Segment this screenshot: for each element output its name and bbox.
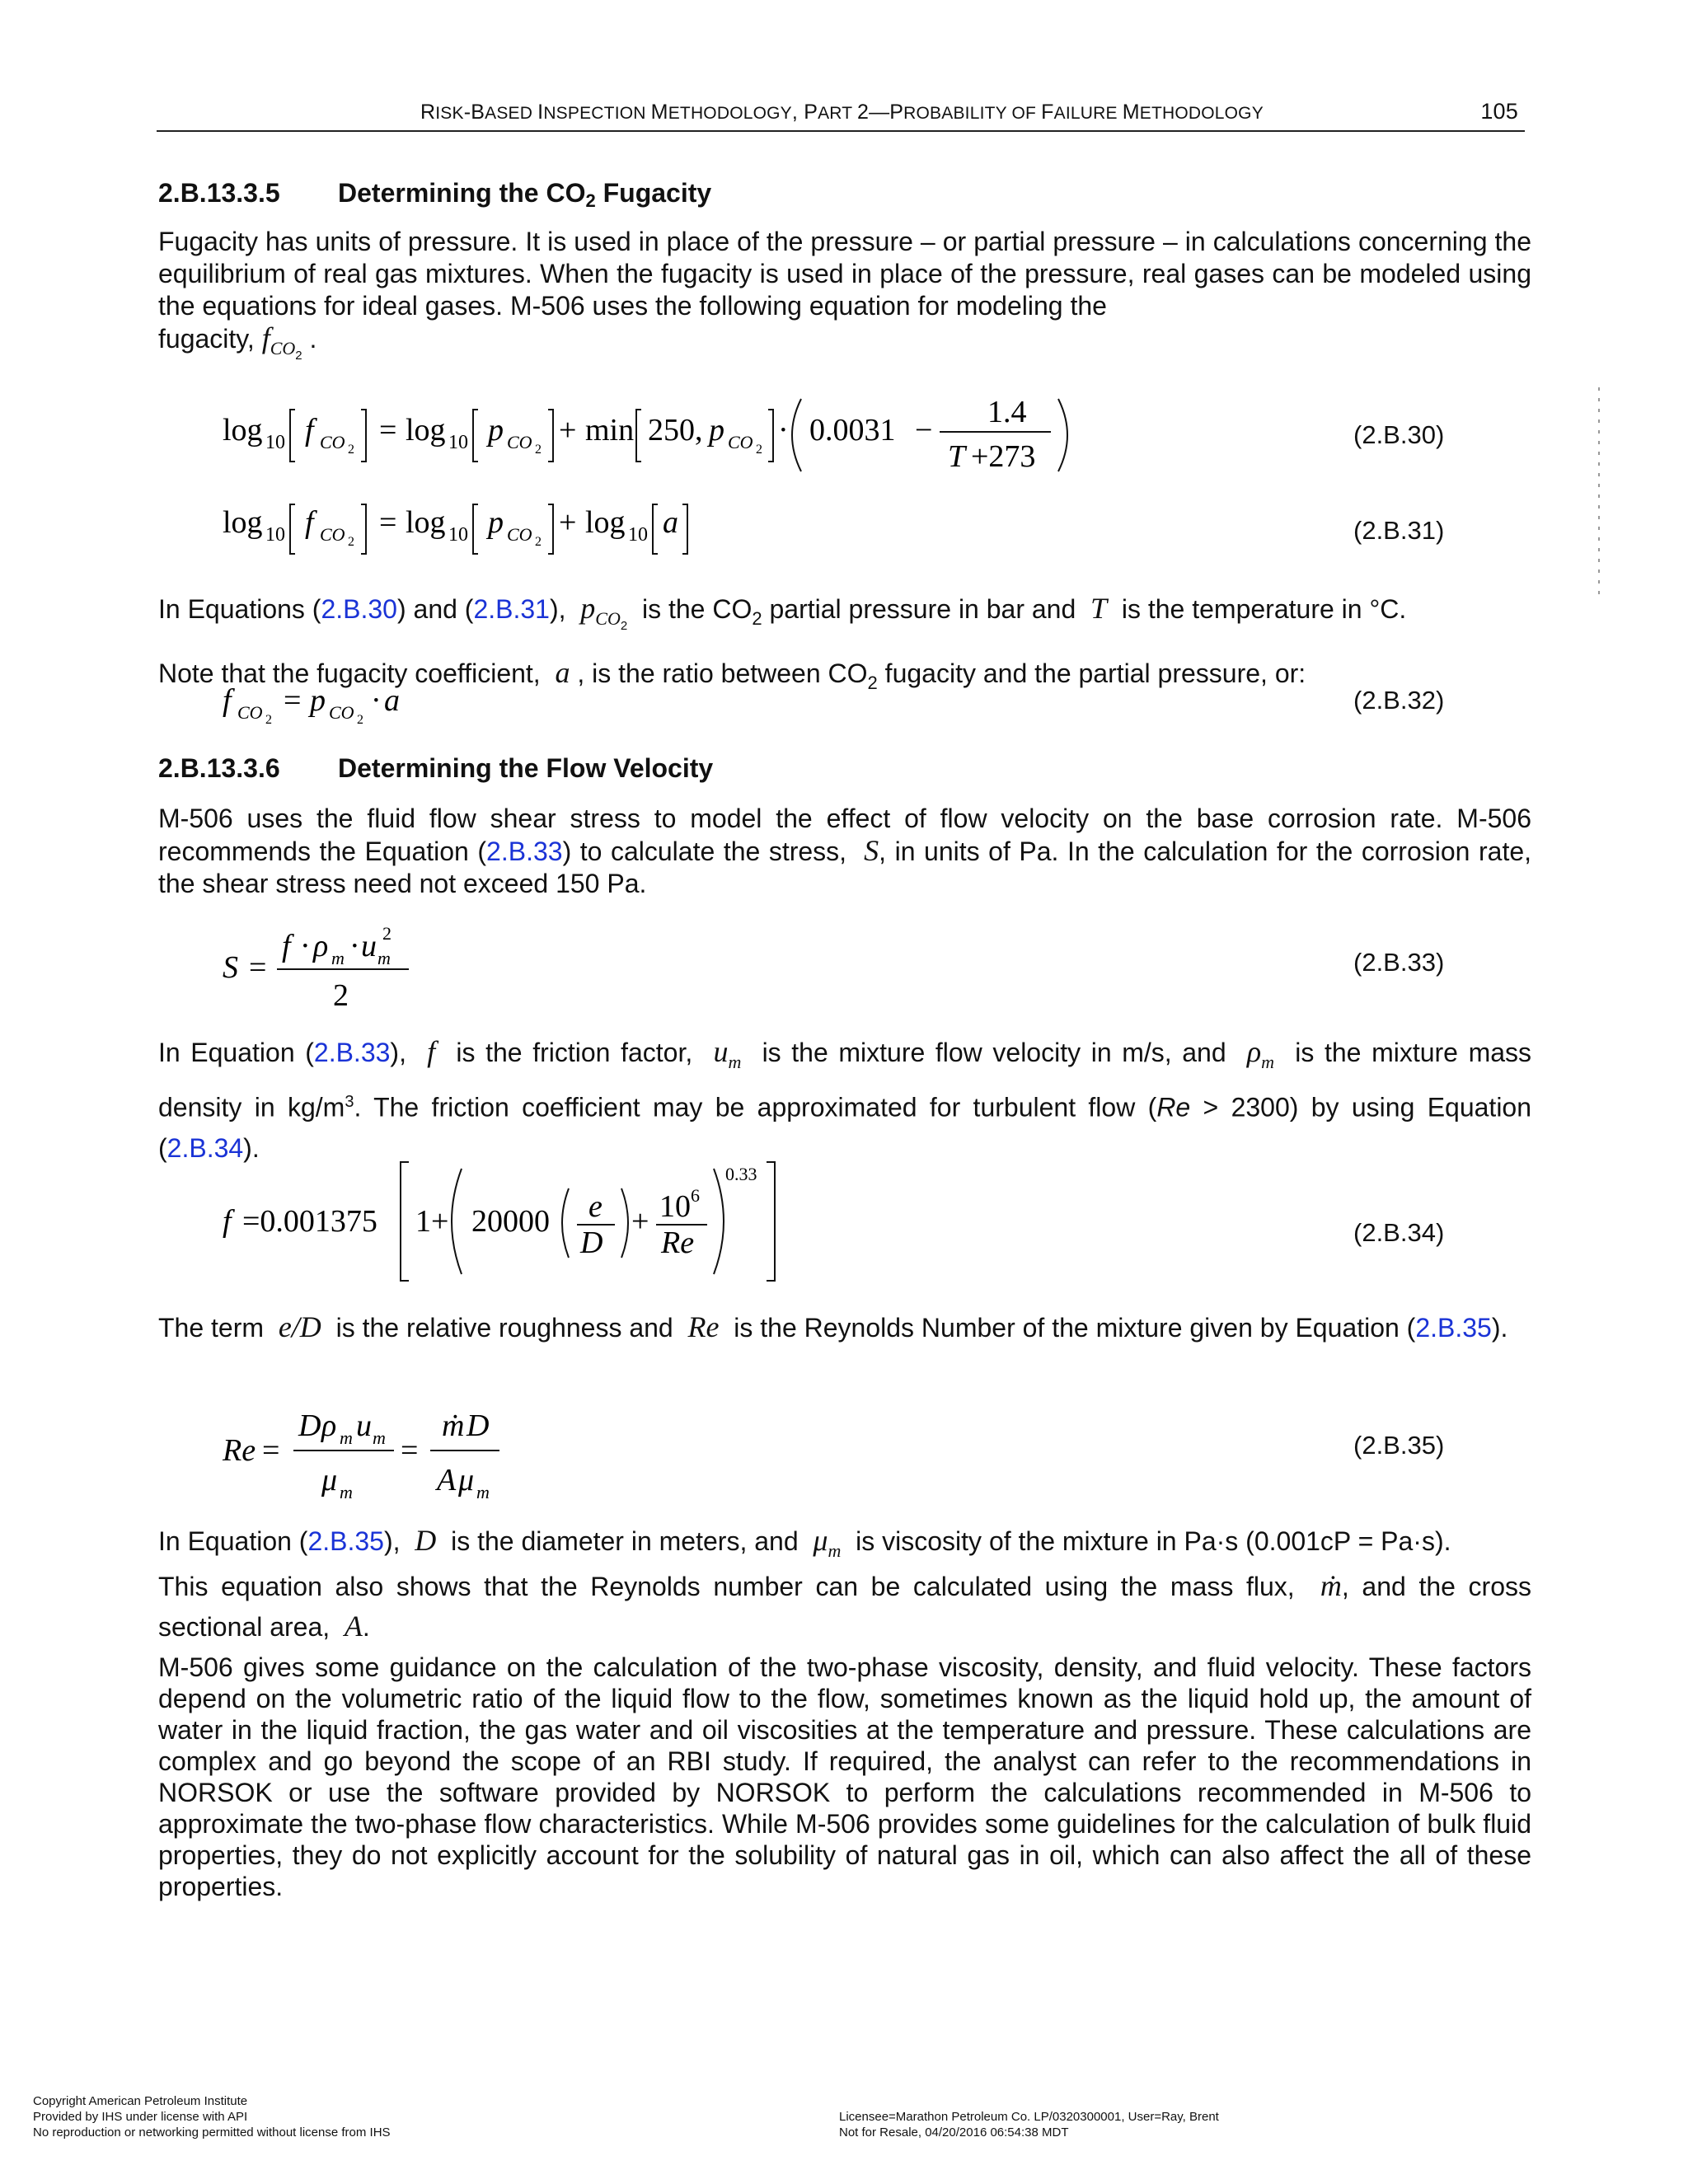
equation-2B35 <box>214 1401 1451 1502</box>
equation-2B32-graphic <box>214 676 544 733</box>
svg-text:+273: +273 <box>971 439 1036 474</box>
equation-number-2B30: (2.B.30) <box>1353 420 1445 449</box>
footer-license: Licensee=Marathon Petroleum Co. LP/0320300001, User=Ray, Brent Not for Resale, 04/20/2016 06:54:38 MDT <box>839 2110 1219 2139</box>
equation-number-2B34: (2.B.34) <box>1353 1218 1445 1247</box>
page-number: 105 <box>1480 99 1518 124</box>
svg-text:2: 2 <box>348 443 354 457</box>
svg-text:u: u <box>361 929 377 963</box>
svg-text:10: 10 <box>659 1189 691 1224</box>
svg-text:·: · <box>371 683 382 718</box>
equation-2B31 <box>214 494 1451 569</box>
svg-text:S: S <box>223 950 238 985</box>
svg-text:a: a <box>384 683 400 718</box>
svg-text:−: − <box>915 413 933 448</box>
link-eq-2B35-b[interactable]: 2.B.35 <box>307 1526 384 1556</box>
svg-text:2: 2 <box>535 443 542 457</box>
margin-marks <box>1596 387 1602 635</box>
paragraph-equations-2B30-31: In Equations (2.B.30) and (2.B.31), $p_{CO_2}$ is the $CO_2$ partial pressure in bar and T is the temperature in °C. Note that the fugacity coefficient, a , is the ratio between $CO_2$ fugacity and the partial pressure, or: <box>158 592 1407 693</box>
svg-text:D: D <box>298 1408 321 1443</box>
svg-text:m: m <box>373 1427 386 1448</box>
paragraph-two-phase-guidance: M-506 gives some guidance on the calculation of the two-phase viscosity, density, and fluid velocity. These factors depend on the volumetric ratio of the liquid flow to the flow, sometimes known as the liquid hold up, the amount of water in the liquid fraction, the gas water and oil viscosities at the temperature and pressure. These calculations are complex and go beyond the scope of an RBI study. If required, the analyst can refer to the recommendations in NORSOK or use the software provided by NORSOK to perform the calculations recommended in M-506 to approximate the two-phase flow characteristics. While M-506 provides some guidelines for the calculation of bulk fluid properties, they do not explicitly account for the solubility of natural gas in oil, which can also affect the all of these properties. <box>158 1652 1531 1901</box>
svg-text:f: f <box>305 413 314 448</box>
svg-text:log: log <box>406 413 446 448</box>
svg-text:10: 10 <box>628 524 648 546</box>
svg-text:f: f <box>223 683 232 718</box>
equation-2B33 <box>214 923 1451 1013</box>
svg-text:p: p <box>488 505 504 540</box>
svg-text:m: m <box>331 948 345 968</box>
svg-text:CO: CO <box>237 702 263 723</box>
svg-text:=: = <box>249 950 267 985</box>
svg-text:u: u <box>356 1408 372 1443</box>
svg-text:·: · <box>300 929 311 963</box>
link-eq-2B31[interactable]: 2.B.31 <box>473 594 550 624</box>
svg-text:=: = <box>379 413 397 448</box>
link-eq-2B30[interactable]: 2.B.30 <box>321 594 397 624</box>
svg-text:T: T <box>948 439 966 474</box>
svg-text:10: 10 <box>448 432 468 453</box>
svg-text:1+: 1+ <box>415 1204 449 1239</box>
svg-text:ρ: ρ <box>313 929 329 963</box>
svg-text:μ: μ <box>321 1463 338 1497</box>
running-title: RISK-BASED INSPECTION METHODOLOGY, PART 2—PROBABILITY OF FAILURE METHODOLOGY <box>420 101 1264 124</box>
link-eq-2B33[interactable]: 2.B.33 <box>486 837 563 866</box>
svg-text:CO: CO <box>320 432 345 452</box>
svg-text:0.33: 0.33 <box>725 1164 757 1184</box>
svg-text:1.4: 1.4 <box>987 395 1027 429</box>
link-eq-2B34[interactable]: 2.B.34 <box>166 1132 244 1163</box>
svg-text:=: = <box>401 1433 419 1468</box>
paragraph-equation-2B35: In Equation (2.B.35), D is the diameter in meters, and $\mu_m$ is viscosity of the mixture in Pa·s (0.001cP = Pa·s). <box>158 1524 1451 1561</box>
svg-text:CO: CO <box>507 524 532 545</box>
svg-text:2: 2 <box>333 978 349 1013</box>
section-heading-flow-velocity: 2.B.13.3.6 Determining the Flow Velocity <box>158 753 714 783</box>
svg-text:m: m <box>377 948 391 968</box>
section-heading-fugacity: 2.B.13.3.5 Determining the $CO_2$ Fugacity <box>158 178 712 211</box>
svg-text:10: 10 <box>448 524 468 546</box>
svg-text:2: 2 <box>348 535 354 549</box>
svg-text:2: 2 <box>265 713 272 727</box>
equation-2B33-graphic <box>214 923 544 1022</box>
paragraph-fugacity-intro: Fugacity has units of pressure. It is used in place of the pressure – or partial pressure – in calculations concerning the equilibrium of real gas mixtures. When the fugacity is used in place of the pressure, real gases can be modeled using the equations for ideal gases. M-506 uses the following equation for modeling the fugacity, $f_{CO_2}$ . <box>158 227 1531 363</box>
svg-text:p: p <box>488 413 504 448</box>
equation-2B32 <box>214 676 1451 750</box>
svg-text:D: D <box>467 1408 490 1443</box>
link-eq-2B33-b[interactable]: 2.B.33 <box>313 1038 391 1067</box>
running-header <box>157 97 1525 132</box>
svg-text:A: A <box>437 1463 457 1497</box>
equation-2B30-graphic <box>214 389 1121 480</box>
svg-text:2: 2 <box>382 923 392 944</box>
svg-text:+: + <box>559 413 577 448</box>
svg-text:CO: CO <box>507 432 532 452</box>
svg-text:CO: CO <box>320 524 345 545</box>
svg-text:·: · <box>349 929 360 963</box>
link-eq-2B35[interactable]: 2.B.35 <box>1415 1313 1492 1343</box>
equation-number-2B33: (2.B.33) <box>1353 948 1445 977</box>
svg-text:e: e <box>588 1189 603 1224</box>
svg-text:·: · <box>778 413 789 448</box>
svg-text:=: = <box>284 683 302 718</box>
svg-text:m: m <box>476 1482 490 1502</box>
equation-2B30 <box>214 389 1451 474</box>
svg-text:a: a <box>663 505 678 540</box>
svg-text:p: p <box>709 413 724 448</box>
svg-text:m: m <box>340 1482 353 1502</box>
svg-text:log: log <box>223 413 263 448</box>
svg-text:f: f <box>282 929 291 963</box>
svg-text:m: m <box>340 1427 353 1448</box>
svg-text:+: + <box>559 505 577 540</box>
svg-text:log: log <box>406 505 446 540</box>
svg-text:CO: CO <box>329 702 354 723</box>
equation-2B31-graphic <box>214 494 874 560</box>
svg-text:Re: Re <box>661 1226 695 1260</box>
svg-text:f: f <box>223 1204 232 1239</box>
svg-text:Re: Re <box>223 1433 256 1468</box>
paragraph-equation-2B33: In Equation (2.B.33), f is the friction factor, $u_m$ is the mixture flow velocity in m/s, and $\rho_m$ is the mixture mass density in $kg/m^3$. The friction coefficient may be approximated for turbulent flow (Re > 2300) by using Equation (2.B.34). <box>158 1035 1532 1163</box>
svg-text:20000: 20000 <box>471 1204 550 1239</box>
paragraph-relative-roughness: The term e/D is the relative roughness and Re is the Reynolds Number of the mixture given by Equation (2.B.35). <box>158 1310 1508 1343</box>
svg-text:2: 2 <box>535 535 542 549</box>
equation-2B34-graphic <box>214 1157 956 1289</box>
svg-text:min: min <box>585 413 635 448</box>
svg-text:log: log <box>585 505 626 540</box>
svg-text:μ: μ <box>458 1463 475 1497</box>
svg-text:ṁ: ṁ <box>442 1408 465 1443</box>
svg-text:10: 10 <box>265 432 285 453</box>
equation-2B35-graphic <box>214 1401 626 1508</box>
svg-text:=: = <box>379 505 397 540</box>
equation-number-2B35: (2.B.35) <box>1353 1431 1445 1460</box>
svg-text:=: = <box>262 1433 280 1468</box>
svg-text:0.0031: 0.0031 <box>809 413 896 448</box>
svg-text:6: 6 <box>691 1185 700 1206</box>
svg-text:f: f <box>305 505 314 540</box>
svg-text:CO: CO <box>728 432 753 452</box>
svg-text:2: 2 <box>357 713 363 727</box>
footer-copyright: Copyright American Petroleum Institute Provided by IHS under license with API No reproduction or networking permitted without license from IHS <box>33 2094 391 2139</box>
equation-number-2B32: (2.B.32) <box>1353 686 1445 715</box>
equation-number-2B31: (2.B.31) <box>1353 516 1445 545</box>
svg-text:p: p <box>310 683 326 718</box>
svg-text:=0.001375: =0.001375 <box>242 1204 377 1239</box>
svg-text:250,: 250, <box>648 413 703 448</box>
svg-text:ρ: ρ <box>321 1408 337 1443</box>
svg-text:+: + <box>631 1204 649 1239</box>
svg-text:10: 10 <box>265 524 285 546</box>
paragraph-mass-flux: This equation also shows that the Reynolds number can be calculated using the mass flux, ṁ, and the cross sectional area, A. <box>158 1569 1532 1643</box>
paragraph-flow-velocity-intro: M-506 uses the fluid flow shear stress to model the effect of flow velocity on the base corrosion rate. M-506 recommends the Equation (2.B.33) to calculate the stress, S, in units of Pa. In the calculation for the corrosion rate, the shear stress need not exceed 150 Pa. <box>158 804 1532 898</box>
svg-text:2: 2 <box>756 443 762 457</box>
svg-text:D: D <box>580 1226 603 1260</box>
svg-text:log: log <box>223 505 263 540</box>
